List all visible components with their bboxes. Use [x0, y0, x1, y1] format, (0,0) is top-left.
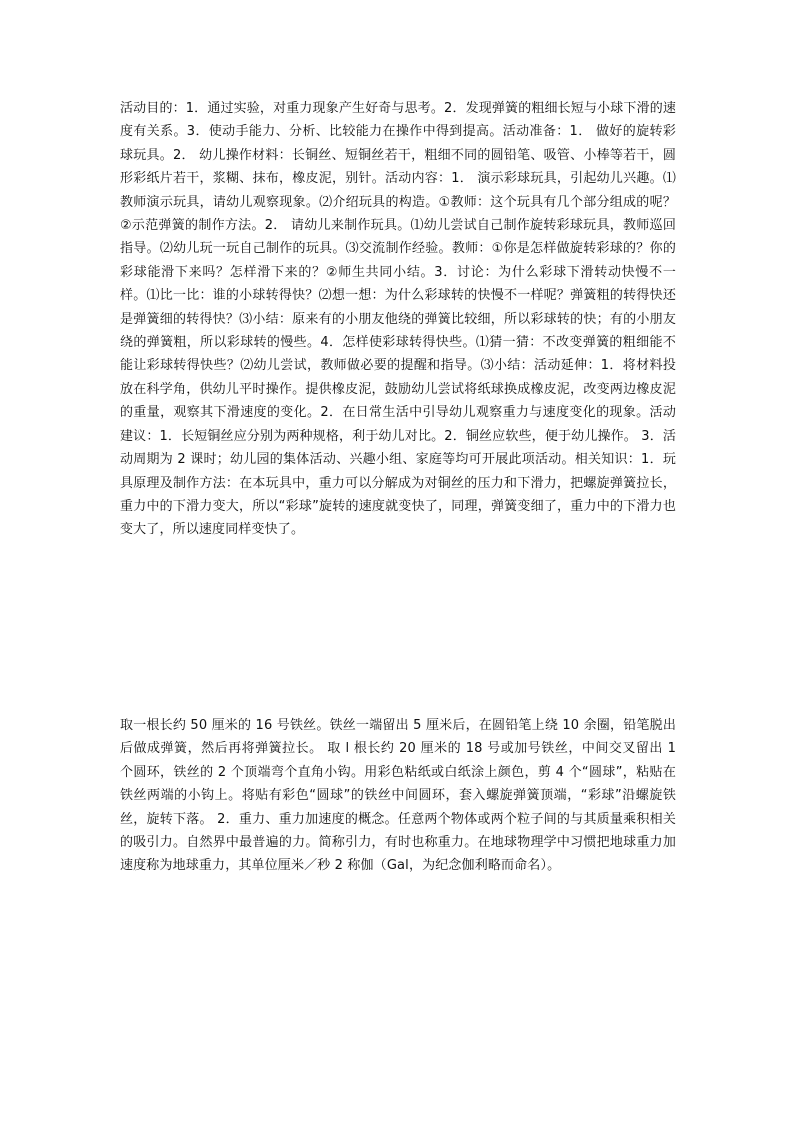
paragraph-activity-plan: 活动目的：1．通过实验，对重力现象产生好奇与思考。2．发现弹簧的粗细长短与小球下滑的速度有关系。3．使动手能力、分析、比较能力在操作中得到提高。活动准备：1． 做好的旋转彩球玩具。2． 幼儿操作材料：长铜丝、短铜丝若干，粗细不同的圆铅笔、吸管、小棒等若干，圆形彩纸片若干，浆糊、抹布，橡皮泥，别针。活动内容：1． 演示彩球玩具，引起幼儿兴趣。⑴教师演示玩具，请幼儿观察现象。⑵介绍玩具的构造。①教师：这个玩具有几个部分组成的呢？②示范弹簧的制作方法。2． 请幼儿来制作玩具。⑴幼儿尝试自己制作旋转彩球玩具，教师巡回指导。⑵幼儿玩一玩自己制作的玩具。⑶交流制作经验。教师：①你是怎样做旋转彩球的？你的彩球能滑下来吗？怎样滑下来的？②师生共同小结。3．讨论：为什么彩球下滑转动快慢不一样。⑴比一比：谁的小球转得快？⑵想一想：为什么彩球转的快慢不一样呢？弹簧粗的转得快还是弹簧细的转得快？⑶小结：原来有的小朋友他绕的弹簧比较细，所以彩球转的快；有的小朋友绕的弹簧粗，所以彩球转的慢些。4．怎样使彩球转得快些。⑴猜一猜：不改变弹簧的粗细能不能让彩球转得快些？⑵幼儿尝试，教师做必要的提醒和指导。⑶小结：活动延伸：1．将材料投放在科学角，供幼儿平时操作。提供橡皮泥，鼓励幼儿尝试将纸球换成橡皮泥，改变两边橡皮泥的重量，观察其下滑速度的变化。2．在日常生活中引导幼儿观察重力与速度变化的现象。活动建议：1．长短铜丝应分别为两种规格，利于幼儿对比。2．铜丝应软些，便于幼儿操作。 3．活动周期为 2 课时；幼儿园的集体活动、兴趣小组、家庭等均可开展此项活动。相关知识：1．玩具原理及制作方法：在本玩具中，重力可以分解成为对铜丝的压力和下滑力，把螺旋弹簧拉长，重力中的下滑力变大，所以“彩球”旋转的速度就变快了，同理，弹簧变细了，重力中的下滑力也变大了，所以速度同样变快了。 [120, 101, 676, 538]
paragraph-toy-construction: 取一根长约 50 厘米的 16 号铁丝。铁丝一端留出 5 厘米后，在圆铅笔上绕 10 余圈，铅笔脱出后做成弹簧，然后再将弹簧拉长。 取 l 根长约 20 厘米的 18 号或加号铁丝，中间交叉留出 1 个圆环，铁丝的 2 个顶端弯个直角小钩。用彩色粘纸或白纸涂上颜色，剪 4 个“圆球”，粘贴在铁丝两端的小钩上。将贴有彩色“圆球”的铁丝中间圆环，套入螺旋弹簧顶端，“彩球”沿螺旋铁丝，旋转下落。 2．重力、重力加速度的概念。任意两个物体或两个粒子间的与其质量乘积相关的吸引力。自然界中最普遍的力。简称引力，有时也称重力。在地球物理学中习惯把地球重力加速度称为地球重力，其单位厘米／秒 2 称伽（Gal，为纪念伽利略而命名）。 [120, 718, 676, 874]
